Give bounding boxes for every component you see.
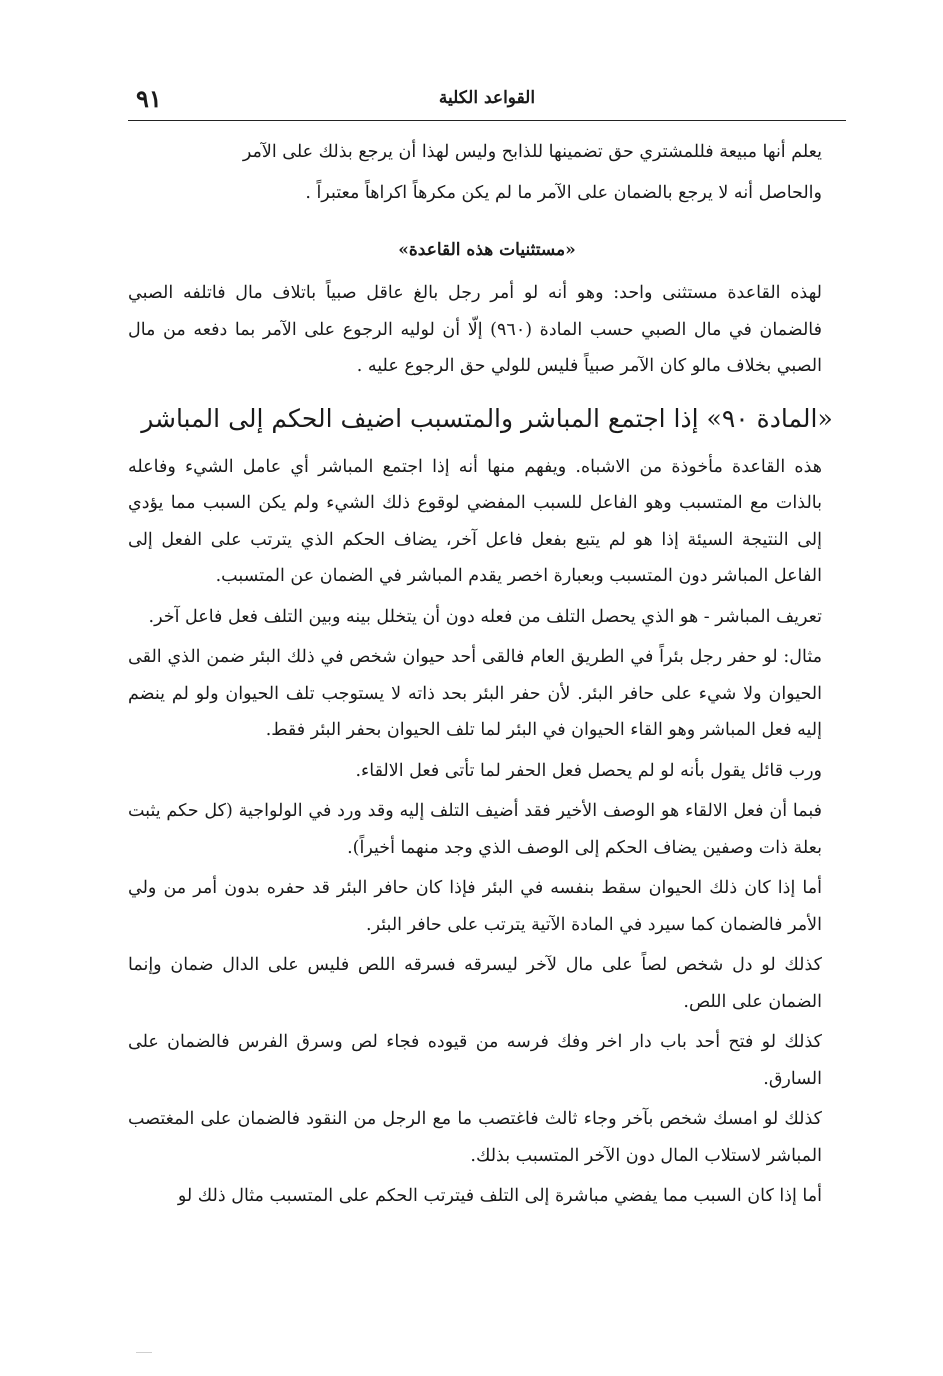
paragraph: تعريف المباشر - هو الذي يحصل التلف من فعله دون أن يتخلل بينه وبين التلف فعل فاعل آخر. <box>148 606 822 627</box>
page-header <box>128 80 846 120</box>
paragraph: كذلك لو دل شخص لصاً على مال لآخر ليسرقه فسرقه اللص فليس على الدال ضمان وإنما الضمان على اللص. <box>128 955 822 1012</box>
paragraph: فبما أن فعل الالقاء هو الوصف الأخير فقد أضيف التلف إليه وقد ورد في الولواجية (كل حكم يثبت بعلة ذات وصفين يضاف الحكم إلى الوصف الذي وجد منهما أخيراً). <box>128 801 822 858</box>
exceptions-heading: «مستثنيات هذه القاعدة» <box>398 240 576 260</box>
paragraph: أما إذا كان السبب مما يفضي مباشرة إلى التلف فيترتب الحكم على المتسبب مثال ذلك لو <box>177 1186 822 1206</box>
paragraph: كذلك لو فتح أحد باب دار اخر وفك فرسه من قيوده فجاء لص وسرق الفرس فالضمان على السارق. <box>128 1032 822 1089</box>
paragraph: أما إذا كان ذلك الحيوان سقط بنفسه في البئر فإذا كان حافر البئر قد حفره بدون أمر من ولي الأمر فالضمان كما سيرد في المادة الآتية يترتب على حافر البئر. <box>128 878 822 935</box>
page-number: ٩١ <box>136 84 162 113</box>
paragraph: هذه القاعدة مأخوذة من الاشباه. ويفهم منها أنه إذا اجتمع المباشر أي عامل الشيء وفاعله بالذات مع المتسبب وهو الفاعل للسبب المفضي لوقوع ذلك الشيء ولم يكن السبب مما يؤدي إلى النتيجة السيئة إذا هو لم يتبع بفعل فاعل آخر، يضاف الحكم الذي يترتب على الفعل إلى الفاعل المباشر دون المتسبب وبعبارة اخصر يقدم المباشر في الضمان عن المتسبب. <box>128 456 822 586</box>
paragraph: والحاصل أنه لا يرجع بالضمان على الآمر ما لم يكن مكرهاً اكراهاً معتبراً . <box>305 182 822 203</box>
exceptions-paragraph: لهذه القاعدة مستثنى واحد: وهو أنه لو أمر رجل بالغ عاقل صبياً باتلاف مال فاتلفه الصبي فالضمان في مال الصبي حسب المادة (٩٦٠) إلّا أن لوليه الرجوع على الآمر بما دفعه من مال الصبي بخلاف مالو كان الآمر صبياً فليس للولي حق الرجوع عليه . <box>128 283 822 376</box>
article-title: «المادة ٩٠» إذا اجتمع المباشر والمتسبب اضيف الحكم إلى المباشر <box>141 403 833 433</box>
scan-mark <box>136 1352 152 1353</box>
running-title: القواعد الكلية <box>438 88 536 108</box>
paragraph: يعلم أنها مبيعة فللمشتري حق تضمينها للذابح وليس لهذا أن يرجع بذلك على الآمر <box>242 142 822 162</box>
paragraph: مثال: لو حفر رجل بئراً في الطريق العام فالقى أحد حيوان شخص في ذلك البئر ضمن الذي القى الحيوان ولا شيء على حافر البئر. لأن حفر البئر بحد ذاته لا يستوجب تلف الحيوان ولو لم ينضم إليه فعل المباشر وهو القاء الحيوان في البئر لما تلف الحيوان بحفر البئر فقط. <box>128 647 822 740</box>
paragraph: ورب قائل يقول بأنه لو لم يحصل فعل الحفر لما تأتى فعل الالقاء. <box>355 760 822 781</box>
header-divider <box>128 120 846 121</box>
paragraph: كذلك لو امسك شخص بآخر وجاء ثالث فاغتصب ما مع الرجل من النقود فالضمان على المغتصب المباشر لاستلاب المال دون الآخر المتسبب بذلك. <box>128 1109 822 1166</box>
page-body <box>128 134 846 1219</box>
